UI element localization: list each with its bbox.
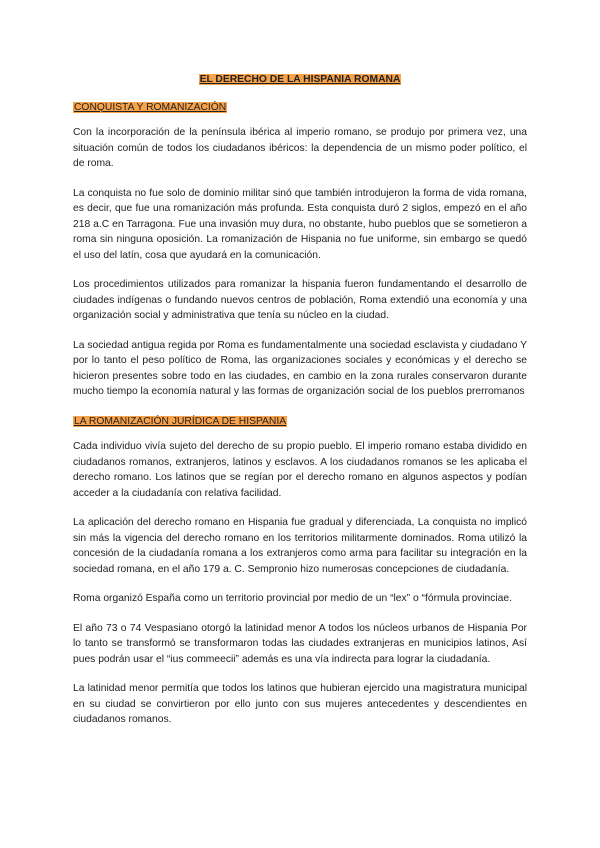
paragraph: Cada individuo vivía sujeto del derecho de su propio pueblo. El imperio romano estaba dividido en ciudadanos romanos, extranjeros, latinos y esclavos. A los ciudadanos romanos se les aplicaba el derecho romano. Los latinos que se regían por el derecho romano en algunos aspectos y podían acceder a la ciudadanía con relativa facilidad. [73,441,527,499]
document-title: EL DERECHO DE LA HISPANIA ROMANA [199,74,401,85]
paragraph: La sociedad antigua regida por Roma es fundamentalmente una sociedad esclavista y ciudadano Y por lo tanto el peso político de Roma, las organizaciones sociales y económicas y el derecho se hicieron presentes sobre todo en las ciudades, en cambio en la zona rurales conservaron durante mucho tiempo la economía natural y las formas de organización social de los pueblos prerromanos [73,339,527,397]
paragraph: La conquista no fue solo de dominio militar sinó que también introdujeron la forma de vida romana, es decir, que fue una romanización más profunda. Esta conquista duró 2 siglos, empezó en el año 218 a.C en Tarragona. Fue una invasión muy dura, no obstante, hubo pueblos que se sometieron a roma sin ninguna oposición. La romanización de Hispania no fue uniforme, sin embargo se quedó el uso del latín, cosa que ayudará en la comunicación. [73,187,527,261]
paragraph: Roma organizó España como un territorio provincial por medio de un “lex” o “fórmula provinciae. [73,593,512,604]
section-heading-conquista: CONQUISTA Y ROMANIZACIÓN [74,101,227,113]
paragraph: La latinidad menor permitía que todos los latinos que hubieran ejercido una magistratura municipal en su ciudad se convirtieron por ello junto con sus mujeres antecedentes y descendientes en ciudadanos romanos. [73,683,527,725]
section-heading-romanizacion-juridica: LA ROMANIZACIÓN JURÍDICA DE HISPANIA [74,415,287,427]
document-page [73,72,527,742]
paragraph: El año 73 o 74 Vespasiano otorgó la latinidad menor A todos los núcleos urbanos de Hispania Por lo tanto se transformó se transformaron todas las ciudades extranjeras en municipios latinos, Así pues podrán usar el “ius commeecii” además es una vía indirecta para lograr la ciudadanía. [73,622,527,665]
paragraph: Los procedimientos utilizados para romanizar la hispania fueron fundamentando el desarrollo de ciudades indígenas o fundando nuevos centros de población, Roma extendió una economía y una organización social y administrativa que tenía su núcleo en la ciudad. [73,279,527,321]
paragraph: Con la incorporación de la península ibérica al imperio romano, se produjo por primera vez, una situación común de todos los ciudadanos ibéricos: la dependencia de un mismo poder político, el de roma. [73,127,527,169]
paragraph: La aplicación del derecho romano en Hispania fue gradual y diferenciada, La conquista no implicó sin más la vigencia del derecho romano en los territorios militarmente dominados. Roma utilizó la concesión de la ciudadanía romana a los extranjeros como arma para facilitar su integración en la sociedad romana, en el año 179 a. C. Sempronio hizo numerosas concepciones de ciudadanía. [73,517,527,575]
